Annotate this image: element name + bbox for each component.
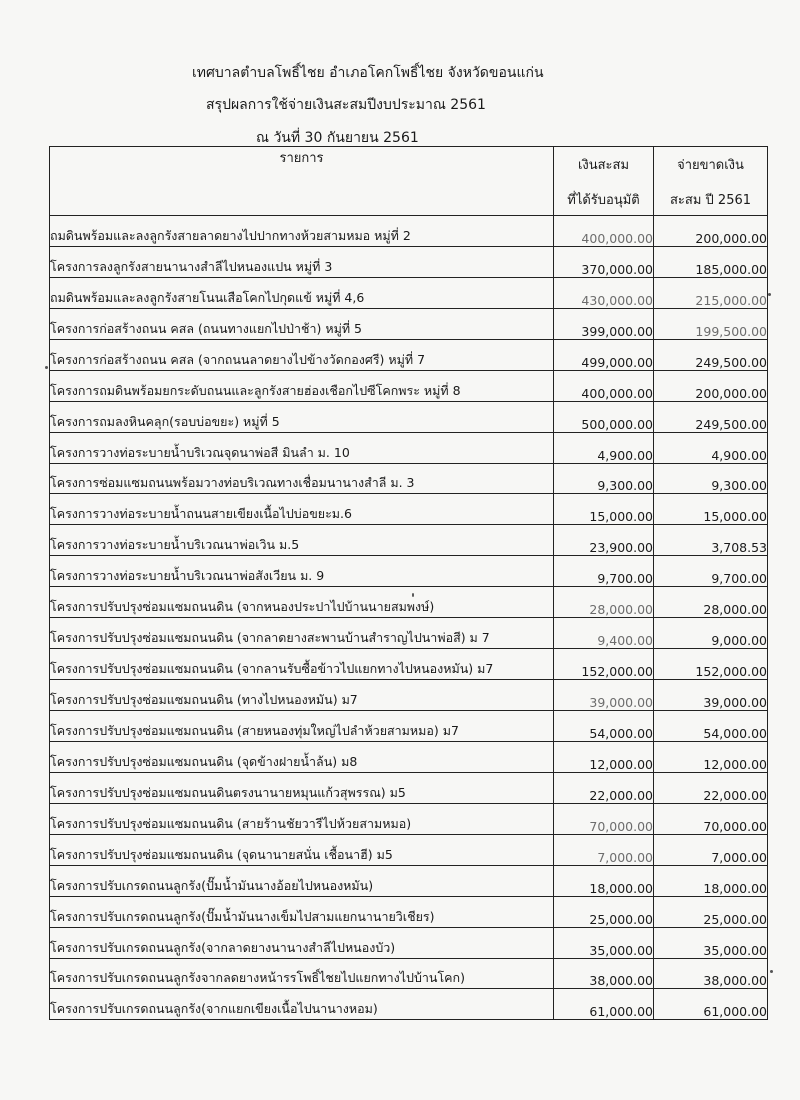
approved-amount-cell: 9,700.00	[554, 556, 654, 587]
municipality-title: เทศบาลตำบลโพธิ์ไชย อำเภอโคกโพธิ์ไชย จังหวัดขอนแก่น	[192, 65, 544, 81]
report-date: ณ วันที่ 30 กันยายน 2561	[256, 130, 419, 146]
approved-amount-cell: 9,400.00	[554, 618, 654, 649]
item-cell: โครงการปรับเกรดถนนลูกรังจากลดยางหน้ารรโพธิ์ไชยไปแยกทางไปบ้านโคก)	[50, 958, 554, 989]
report-title: สรุปผลการใช้จ่ายเงินสะสมปีงบประมาณ 2561	[206, 97, 486, 113]
approved-amount-cell: 70,000.00	[554, 803, 654, 834]
item-cell: โครงการลงลูกรังสายนานางสำลีไปหนองแปน หมู่ที่ 3	[50, 246, 554, 277]
spent-amount-cell: 18,000.00	[654, 865, 768, 896]
table-row	[50, 587, 768, 618]
item-cell: โครงการปรับเกรดถนนลูกรัง(ปั๊มน้ำมันนางอ้อยไปหนองหมัน)	[50, 865, 554, 896]
item-cell: ถมดินพร้อมและลงลูกรังสายลาดยางไปปากทางห้วยสามหมอ หมู่ที่ 2	[50, 216, 554, 247]
item-cell: โครงการก่อสร้างถนน คสล (จากถนนลาดยางไปข้างวัดกองศรี) หมู่ที่ 7	[50, 339, 554, 370]
spent-amount-cell: 9,000.00	[654, 618, 768, 649]
spent-amount-cell: 152,000.00	[654, 649, 768, 680]
scan-speck	[412, 593, 414, 597]
item-cell: โครงการปรับปรุงซ่อมแซมถนนดิน (สายร้านชัยวารีไปห้วยสามหมอ)	[50, 803, 554, 834]
approved-amount-cell: 12,000.00	[554, 741, 654, 772]
column-header-approved	[554, 147, 654, 216]
item-cell: โครงการวางท่อระบายน้ำบริเวณนาพ่อสังเวียน ม. 9	[50, 556, 554, 587]
approved-amount-cell: 500,000.00	[554, 401, 654, 432]
approved-amount-cell: 4,900.00	[554, 432, 654, 463]
table-row	[50, 216, 768, 247]
spent-amount-cell: 28,000.00	[654, 587, 768, 618]
spent-amount-cell: 25,000.00	[654, 896, 768, 927]
table-row	[50, 308, 768, 339]
table-row	[50, 803, 768, 834]
table-row	[50, 958, 768, 989]
item-cell: โครงการถมดินพร้อมยกระดับถนนและลูกรังสายฮ่องเชือกไปซีโคกพระ หมู่ที่ 8	[50, 370, 554, 401]
item-cell: โครงการปรับเกรดถนนลูกรัง(จากแยกเขียงเนื้อไปนานางหอม)	[50, 989, 554, 1020]
spent-header-line1: จ่ายขาดเงิน	[677, 158, 744, 173]
item-cell: โครงการปรับปรุงซ่อมแซมถนนดิน (ทางไปหนองหมัน) ม7	[50, 680, 554, 711]
item-cell: โครงการปรับปรุงซ่อมแซมถนนดิน (จุดข้างฝายน้ำล้น) ม8	[50, 741, 554, 772]
spent-amount-cell: 4,900.00	[654, 432, 768, 463]
item-cell: โครงการก่อสร้างถนน คสล (ถนนทางแยกไปป่าช้า) หมู่ที่ 5	[50, 308, 554, 339]
approved-amount-cell: 15,000.00	[554, 494, 654, 525]
expenditure-table	[49, 146, 768, 1020]
table-row	[50, 741, 768, 772]
item-cell: โครงการวางท่อระบายน้ำบริเวณนาพ่อเวิน ม.5	[50, 525, 554, 556]
spent-amount-cell: 185,000.00	[654, 246, 768, 277]
approved-amount-cell: 18,000.00	[554, 865, 654, 896]
table-row	[50, 772, 768, 803]
table-row	[50, 246, 768, 277]
table-row	[50, 401, 768, 432]
approved-amount-cell: 23,900.00	[554, 525, 654, 556]
table-row	[50, 277, 768, 308]
table-row	[50, 556, 768, 587]
spent-amount-cell: 7,000.00	[654, 834, 768, 865]
spent-amount-cell: 70,000.00	[654, 803, 768, 834]
table-row	[50, 525, 768, 556]
spent-amount-cell: 54,000.00	[654, 711, 768, 742]
spent-amount-cell: 35,000.00	[654, 927, 768, 958]
scan-speck	[770, 970, 773, 973]
approved-header-line1: เงินสะสม	[577, 158, 630, 173]
item-cell: โครงการปรับเกรดถนนลูกรัง(ปั๊มน้ำมันนางเข็มไปสามแยกนานายวิเชียร)	[50, 896, 554, 927]
column-header-item: รายการ	[50, 147, 554, 216]
approved-amount-cell: 39,000.00	[554, 680, 654, 711]
table-header-row	[50, 147, 768, 216]
table-row	[50, 432, 768, 463]
item-cell: โครงการปรับปรุงซ่อมแซมถนนดิน (จากลานรับซื้อข้าวไปแยกทางไปหนองหมัน) ม7	[50, 649, 554, 680]
spent-amount-cell: 39,000.00	[654, 680, 768, 711]
approved-amount-cell: 399,000.00	[554, 308, 654, 339]
item-cell: โครงการวางท่อระบายน้ำบริเวณจุดนาพ่อสี มินลำ ม. 10	[50, 432, 554, 463]
approved-amount-cell: 152,000.00	[554, 649, 654, 680]
approved-amount-cell: 28,000.00	[554, 587, 654, 618]
table-row	[50, 370, 768, 401]
approved-amount-cell: 61,000.00	[554, 989, 654, 1020]
spent-amount-cell: 199,500.00	[654, 308, 768, 339]
table-row	[50, 896, 768, 927]
spent-amount-cell: 12,000.00	[654, 741, 768, 772]
item-cell: โครงการปรับปรุงซ่อมแซมถนนดิน (สายหนองทุ่มใหญ่ไปลำห้วยสามหมอ) ม7	[50, 711, 554, 742]
item-cell: โครงการซ่อมแซมถนนพร้อมวางท่อบริเวณทางเชื่อมนานางสำลี ม. 3	[50, 463, 554, 494]
table-row	[50, 494, 768, 525]
item-cell: ถมดินพร้อมและลงลูกรังสายโนนเสือโคกไปกุดแข้ หมู่ที่ 4,6	[50, 277, 554, 308]
approved-amount-cell: 9,300.00	[554, 463, 654, 494]
table-row	[50, 618, 768, 649]
approved-header-line2: ที่ได้รับอนุมัติ	[567, 193, 640, 208]
table-row	[50, 339, 768, 370]
table-row	[50, 927, 768, 958]
item-cell: โครงการวางท่อระบายน้ำถนนสายเขียงเนื้อไปบ่อขยะม.6	[50, 494, 554, 525]
approved-amount-cell: 22,000.00	[554, 772, 654, 803]
table-row	[50, 680, 768, 711]
item-cell: โครงการปรับเกรดถนนลูกรัง(จากลาดยางนานางสำลีไปหนองบัว)	[50, 927, 554, 958]
spent-amount-cell: 200,000.00	[654, 370, 768, 401]
approved-amount-cell: 499,000.00	[554, 339, 654, 370]
table-row	[50, 649, 768, 680]
approved-amount-cell: 370,000.00	[554, 246, 654, 277]
item-cell: โครงการปรับปรุงซ่อมแซมถนนดิน (จุดนานายสนั่น เชื้อนาฮี) ม5	[50, 834, 554, 865]
item-cell: โครงการถมลงหินคลุก(รอบบ่อขยะ) หมู่ที่ 5	[50, 401, 554, 432]
approved-amount-cell: 400,000.00	[554, 370, 654, 401]
column-header-spent	[654, 147, 768, 216]
spent-amount-cell: 38,000.00	[654, 958, 768, 989]
item-cell: โครงการปรับปรุงซ่อมแซมถนนดิน (จากลาดยางสะพานบ้านสำราญไปนาพ่อสี) ม 7	[50, 618, 554, 649]
spent-amount-cell: 215,000.00	[654, 277, 768, 308]
spent-amount-cell: 61,000.00	[654, 989, 768, 1020]
spent-amount-cell: 3,708.53	[654, 525, 768, 556]
item-cell: โครงการปรับปรุงซ่อมแซมถนนดินตรงนานายหมุนแก้วสุพรรณ) ม5	[50, 772, 554, 803]
table-row	[50, 834, 768, 865]
approved-amount-cell: 430,000.00	[554, 277, 654, 308]
spent-amount-cell: 9,700.00	[654, 556, 768, 587]
item-cell: โครงการปรับปรุงซ่อมแซมถนนดิน (จากหนองประปาไปบ้านนายสมพงษ์)	[50, 587, 554, 618]
approved-amount-cell: 54,000.00	[554, 711, 654, 742]
spent-amount-cell: 249,500.00	[654, 339, 768, 370]
approved-amount-cell: 25,000.00	[554, 896, 654, 927]
table-row	[50, 463, 768, 494]
approved-amount-cell: 7,000.00	[554, 834, 654, 865]
approved-amount-cell: 35,000.00	[554, 927, 654, 958]
spent-amount-cell: 249,500.00	[654, 401, 768, 432]
table-row	[50, 865, 768, 896]
approved-amount-cell: 400,000.00	[554, 216, 654, 247]
table-row	[50, 989, 768, 1020]
spent-amount-cell: 9,300.00	[654, 463, 768, 494]
scan-speck	[768, 293, 771, 296]
spent-amount-cell: 22,000.00	[654, 772, 768, 803]
spent-amount-cell: 200,000.00	[654, 216, 768, 247]
approved-amount-cell: 38,000.00	[554, 958, 654, 989]
spent-header-line2: สะสม ปี 2561	[669, 193, 752, 208]
spent-amount-cell: 15,000.00	[654, 494, 768, 525]
table-row	[50, 711, 768, 742]
scan-speck	[45, 366, 48, 369]
